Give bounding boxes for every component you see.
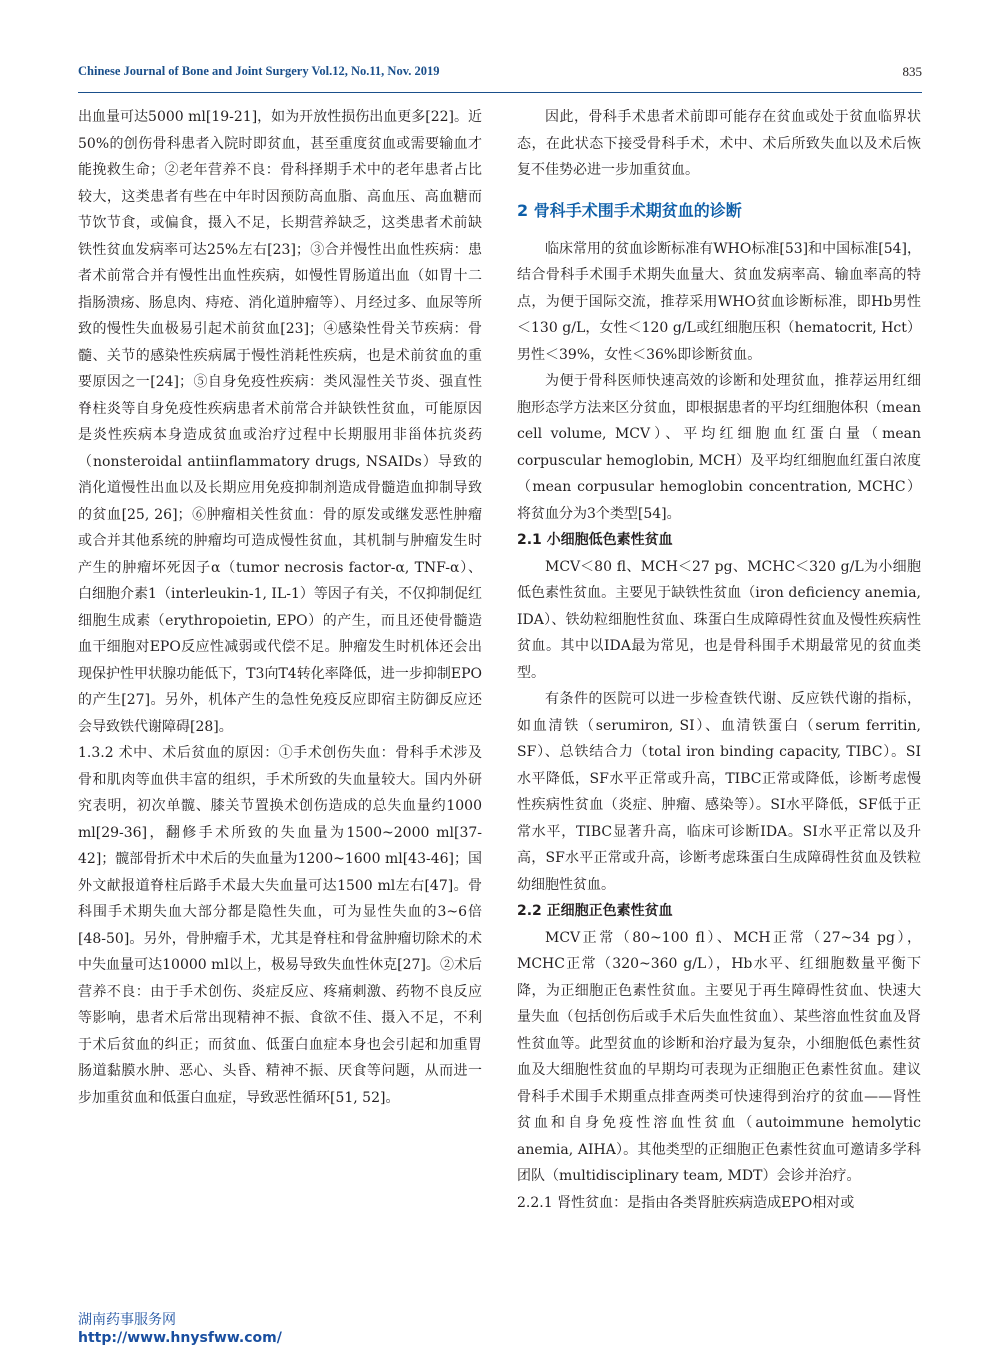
subsection-heading: 2.2 正细胞正色素性贫血 bbox=[517, 903, 673, 919]
left-column bbox=[78, 104, 482, 1111]
watermark-footer bbox=[78, 1311, 282, 1347]
paragraph: 出血量可达5000 ml[19-21]，如为开放性损伤出血更多[22]。近50%的创伤骨科患者入院时即贫血，甚至重度贫血或需要输血才能挽救生命；②老年营养不良：骨科择期手术中的老年患者占比较大，这类患者有些在中年时因预防高血脂、高血压、高血糖而节饮节食，或偏食，摄入不足，长期营养缺乏，这类患者术前缺铁性贫血发病率可达25%左右[23]；③合并慢性出血性疾病：患者术前常合并有慢性出血性疾病，如慢性胃肠道出血（如胃十二指肠溃疡、肠息肉、痔疮、消化道肿瘤等）、月经过多、血尿等所致的慢性失血极易引起术前贫血[23]；④感染性骨关节疾病：骨髓、关节的感染性疾病属于慢性消耗性疾病，也是术前贫血的重要原因之一[24]；⑤自身免疫性疾病：类风湿性关节炎、强直性脊柱炎等自身免疫性疾病患者术前常合并缺铁性贫血，可能原因是炎性疾病本身造成贫血或治疗过程中长期服用非甾体抗炎药（nonsteroidal antiinflammatory drugs, NSAIDs）导致的消化道慢性出血以及长期应用免疫抑制剂造成骨髓造血抑制导致的贫血[25, 26]；⑥肿瘤相关性贫血：骨的原发或继发恶性肿瘤或合并其他系统的肿瘤均可造成慢性贫血，其机制与肿瘤发生时产生的肿瘤坏死因子α（tumor necrosis factor-α, TNF-α）、白细胞介素1（interleukin-1, IL-1）等因子有关，不仅抑制促红细胞生成素（erythropoietin, EPO）的产生，而且还使骨髓造血干细胞对EPO反应性减弱或代偿不足。肿瘤发生时机体还会出现保护性甲状腺功能低下，T3向T4转化率降低，进一步抑制EPO的产生[27]。另外，机体产生的急性免疫反应即宿主防御反应还会导致铁代谢障碍[28]。 bbox=[78, 109, 482, 735]
journal-title: Chinese Journal of Bone and Joint Surgery Vol.12, No.11, Nov. 2019 bbox=[78, 64, 440, 78]
page-number: 835 bbox=[902, 64, 922, 79]
header-divider bbox=[78, 92, 922, 93]
section-heading: 2 骨科手术围手术期贫血的诊断 bbox=[517, 200, 742, 220]
subsection-heading: 2.1 小细胞低色素性贫血 bbox=[517, 532, 673, 548]
site-name: 湖南药事服务网 bbox=[78, 1312, 176, 1328]
paragraph: MCV正常（80~100 fl）、MCH正常（27~34 pg），MCHC正常（320~360 g/L），Hb水平、红细胞数量平衡下降，为正细胞正色素性贫血。主要见于再生障碍性贫血、快速大量失血（包括创伤后或手术后失血性贫血）、某些溶血性贫血及肾性贫血等。此型贫血的诊断和治疗最为复杂，小细胞低色素性贫血及大细胞性贫血的早期均可表现为正细胞正色素性贫血。建议骨科手术围手术期重点排查两类可快速得到治疗的贫血——肾性贫血和自身免疫性溶血性贫血（autoimmune hemolytic anemia, AIHA）。其他类型的正细胞正色素性贫血可邀请多学科团队（multidisciplinary team, MDT）会诊并治疗。 bbox=[517, 929, 921, 1184]
paragraph: 因此，骨科手术患者术前即可能存在贫血或处于贫血临界状态，在此状态下接受骨科手术，术中、术后所致失血以及术后恢复不佳势必进一步加重贫血。 bbox=[517, 109, 921, 178]
paragraph: 1.3.2 术中、术后贫血的原因：①手术创伤失血：骨科手术涉及骨和肌肉等血供丰富的组织，手术所致的失血量较大。国内外研究表明，初次单髋、膝关节置换术创伤造成的总失血量约1000 ml[29-36]，翻修手术所致的失血量为1500~2000 ml[37-42]；髋部骨折术中术后的失血量为1200~1600 ml[43-46]；国外文献报道脊柱后路手术最大失血量可达1500 ml左右[47]。骨科围手术期失血大部分都是隐性失血，可为显性失血的3~6倍[48-50]。另外，骨肿瘤手术，尤其是脊柱和骨盆肿瘤切除术的术中失血量可达10000 ml以上，极易导致失血性休克[27]。②术后营养不良：由于手术创伤、炎症反应、疼痛刺激、药物不良反应等影响，患者术后常出现精神不振、食欲不佳、摄入不足，不利于术后贫血的纠正；而贫血、低蛋白血症本身也会引起和加重胃肠道黏膜水肿、恶心、头昏、精神不振、厌食等问题，从而进一步加重贫血和低蛋白血症，导致恶性循环[51, 52]。 bbox=[78, 745, 482, 1106]
right-column bbox=[517, 104, 921, 1216]
paragraph: 临床常用的贫血诊断标准有WHO标准[53]和中国标准[54]，结合骨科手术围手术期失血量大、贫血发病率高、输血率高的特点，为便于国际交流，推荐采用WHO贫血诊断标准，即Hb男性＜130 g/L，女性＜120 g/L或红细胞压积（hematocrit, Hct）男性＜39%，女性＜36%即诊断贫血。 bbox=[517, 240, 921, 363]
paragraph: 有条件的医院可以进一步检查铁代谢、反应铁代谢的指标，如血清铁（serumiron, SI）、血清铁蛋白（serum ferritin, SF）、总铁结合力（total iron binding capacity, TIBC）。SI水平降低，SF水平正常或升高，TIBC正常或降低，诊断考虑慢性疾病性贫血（炎症、肿瘤、感染等）。SI水平降低，SF低于正常水平，TIBC显著升高，临床可诊断IDA。SI水平正常以及升高，SF水平正常或升高，诊断考虑珠蛋白生成障碍性贫血及铁粒幼细胞性贫血。 bbox=[517, 691, 921, 893]
paragraph: 2.2.1 肾性贫血：是指由各类肾脏疾病造成EPO相对或 bbox=[517, 1194, 855, 1211]
site-url-link[interactable]: http://www.hnysfww.com/ bbox=[78, 1330, 282, 1346]
paragraph: 为便于骨科医师快速高效的诊断和处理贫血，推荐运用红细胞形态学方法来区分贫血，即根据患者的平均红细胞体积（mean cell volume, MCV）、平均红细胞血红蛋白量（mean corpuscular hemoglobin, MCH）及平均红细胞血红蛋白浓度（mean corpusular hemoglobin concentration, MCHC）将贫血分为3个类型[54]。 bbox=[517, 373, 921, 522]
running-header bbox=[78, 64, 922, 86]
paragraph: MCV＜80 fl、MCH＜27 pg、MCHC＜320 g/L为小细胞低色素性贫血。主要见于缺铁性贫血（iron deficiency anemia, IDA）、铁幼粒细胞性贫血、珠蛋白生成障碍性贫血及慢性疾病性贫血。其中以IDA最为常见，也是骨科围手术期最常见的贫血类型。 bbox=[517, 558, 921, 681]
